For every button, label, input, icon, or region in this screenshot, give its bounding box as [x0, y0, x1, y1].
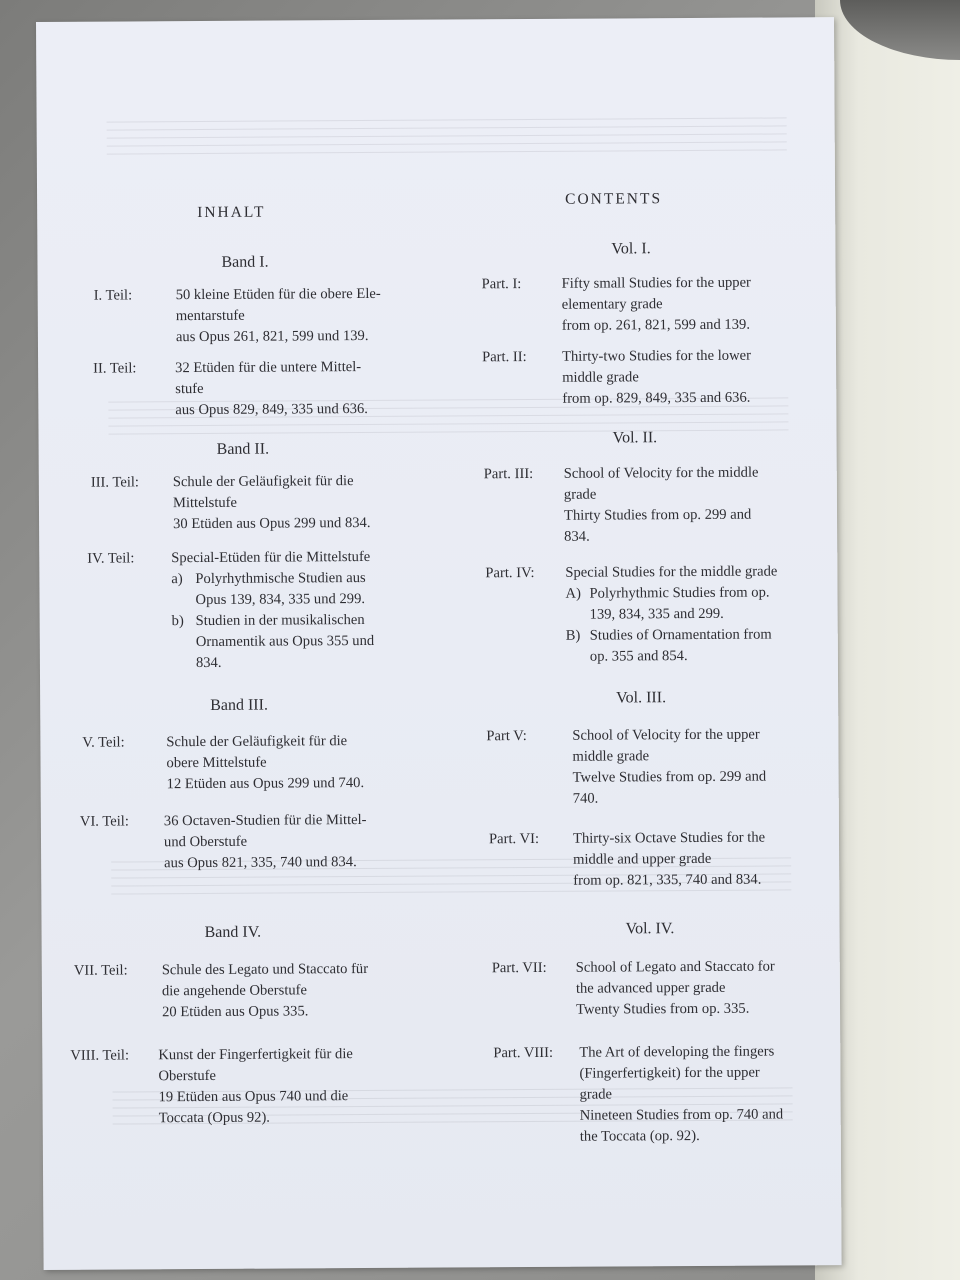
entry-label: I. Teil:: [93, 287, 133, 304]
entry-label: Part. II:: [482, 349, 527, 366]
entry-text: Schule des Legato und Staccato für die angehende Oberstufe 20 Etüden aus Opus 335.: [161, 960, 369, 1021]
entry-label: Part V:: [486, 728, 527, 745]
entry-text: Kunst der Fingerfertigkeit für die Oberstufe 19 Etüden aus Opus 740 und die Toccata (Opus 92).: [158, 1046, 353, 1127]
entry-text: 36 Octaven-Studien für die Mittel- und Oberstufe aus Opus 821, 335, 740 und 834.: [163, 811, 367, 872]
band-3-title: Band III.: [210, 696, 268, 714]
entry-text: School of Velocity for the middle grade Thirty Studies from op. 299 and 834.: [563, 464, 759, 545]
entry-text: Thirty-two Studies for the lower middle grade from op. 829, 849, 335 and 636.: [562, 347, 751, 407]
entry-label: VII. Teil:: [73, 962, 128, 979]
entry-text: Schule der Geläufigkeit für die Mittelstufe 30 Etüden aus Opus 299 und 834.: [172, 473, 371, 533]
entry-text: 50 kleine Etüden für die obere Ele- mentarstufe aus Opus 261, 821, 599 und 139.: [175, 285, 381, 346]
band-4-title: Band IV.: [204, 923, 262, 941]
contents-page: [36, 17, 842, 1270]
contents-heading: CONTENTS: [565, 190, 663, 208]
contents-column: [470, 17, 858, 1267]
entry-label: Part. VI:: [488, 830, 540, 848]
inhalt-column: [56, 20, 444, 1270]
sub-entry-b: B) Studies of Ornamentation from op. 355 and 854.: [565, 626, 772, 665]
entry-text: School of Legato and Staccato for the advanced upper grade Twenty Studies from op. 335.: [575, 958, 775, 1018]
band-1-title: Band I.: [221, 253, 269, 271]
entry-text: Special-Etüden für die Mittelstufe a) Polyrhythmische Studien aus Opus 139, 834, 335 und 299. b) Studien in der musikalischen Ornamentik aus Opus 355 und 834.: [171, 547, 410, 674]
entry-label: VI. Teil:: [79, 813, 129, 830]
entry-label: VIII. Teil:: [70, 1047, 130, 1064]
entry-label: Part. IV:: [485, 564, 535, 582]
vol-2-title: Vol. II.: [612, 429, 658, 447]
entry-text: School of Velocity for the upper middle grade Twelve Studies from op. 299 and 740.: [572, 726, 767, 807]
sub-entry-b: b) Studien in der musikalischen Ornamentik aus Opus 355 und 834.: [171, 612, 375, 672]
vol-4-title: Vol. IV.: [625, 920, 675, 938]
entry-text: Schule der Geläufigkeit für die obere Mittelstufe 12 Etüden aus Opus 299 und 740.: [166, 733, 365, 793]
entry-text: Fifty small Studies for the upper elementary grade from op. 261, 821, 599 and 139.: [561, 274, 751, 334]
entry-text: 32 Etüden für die untere Mittel- stufe aus Opus 829, 849, 335 und 636.: [175, 359, 368, 419]
entry-label: III. Teil:: [90, 474, 140, 491]
band-2-title: Band II.: [216, 440, 270, 458]
sub-entry-a: A) Polyrhythmic Studies from op. 139, 834, 335 and 299.: [565, 584, 770, 623]
vol-1-title: Vol. I.: [611, 240, 651, 258]
entry-text: The Art of developing the fingers (Fingerfertigkeit) for the upper grade Nineteen Studies from op. 740 and the Toccata (op. 92).: [579, 1043, 784, 1145]
entry-label: Part. III:: [483, 465, 534, 483]
entry-label: V. Teil:: [82, 734, 125, 751]
entry-text: Special Studies for the middle grade A) Polyrhythmic Studies from op. 139, 834, 335 and 299. B) Studies of Ornamentation from op. 355 and 854.: [565, 561, 806, 667]
entry-label: Part. VII:: [491, 959, 547, 977]
entry-label: Part. VIII:: [493, 1044, 554, 1062]
sub-entry-a: a) Polyrhythmische Studien aus Opus 139, 834, 335 und 299.: [171, 569, 366, 609]
entry-label: Part. I:: [481, 276, 522, 293]
entry-label: IV. Teil:: [87, 550, 135, 567]
vol-3-title: Vol. III.: [616, 689, 667, 707]
inhalt-heading: INHALT: [197, 203, 266, 222]
entry-text: Thirty-six Octave Studies for the middle and upper grade from op. 821, 335, 740 and 834.: [572, 829, 766, 889]
entry-label: II. Teil:: [93, 360, 137, 377]
